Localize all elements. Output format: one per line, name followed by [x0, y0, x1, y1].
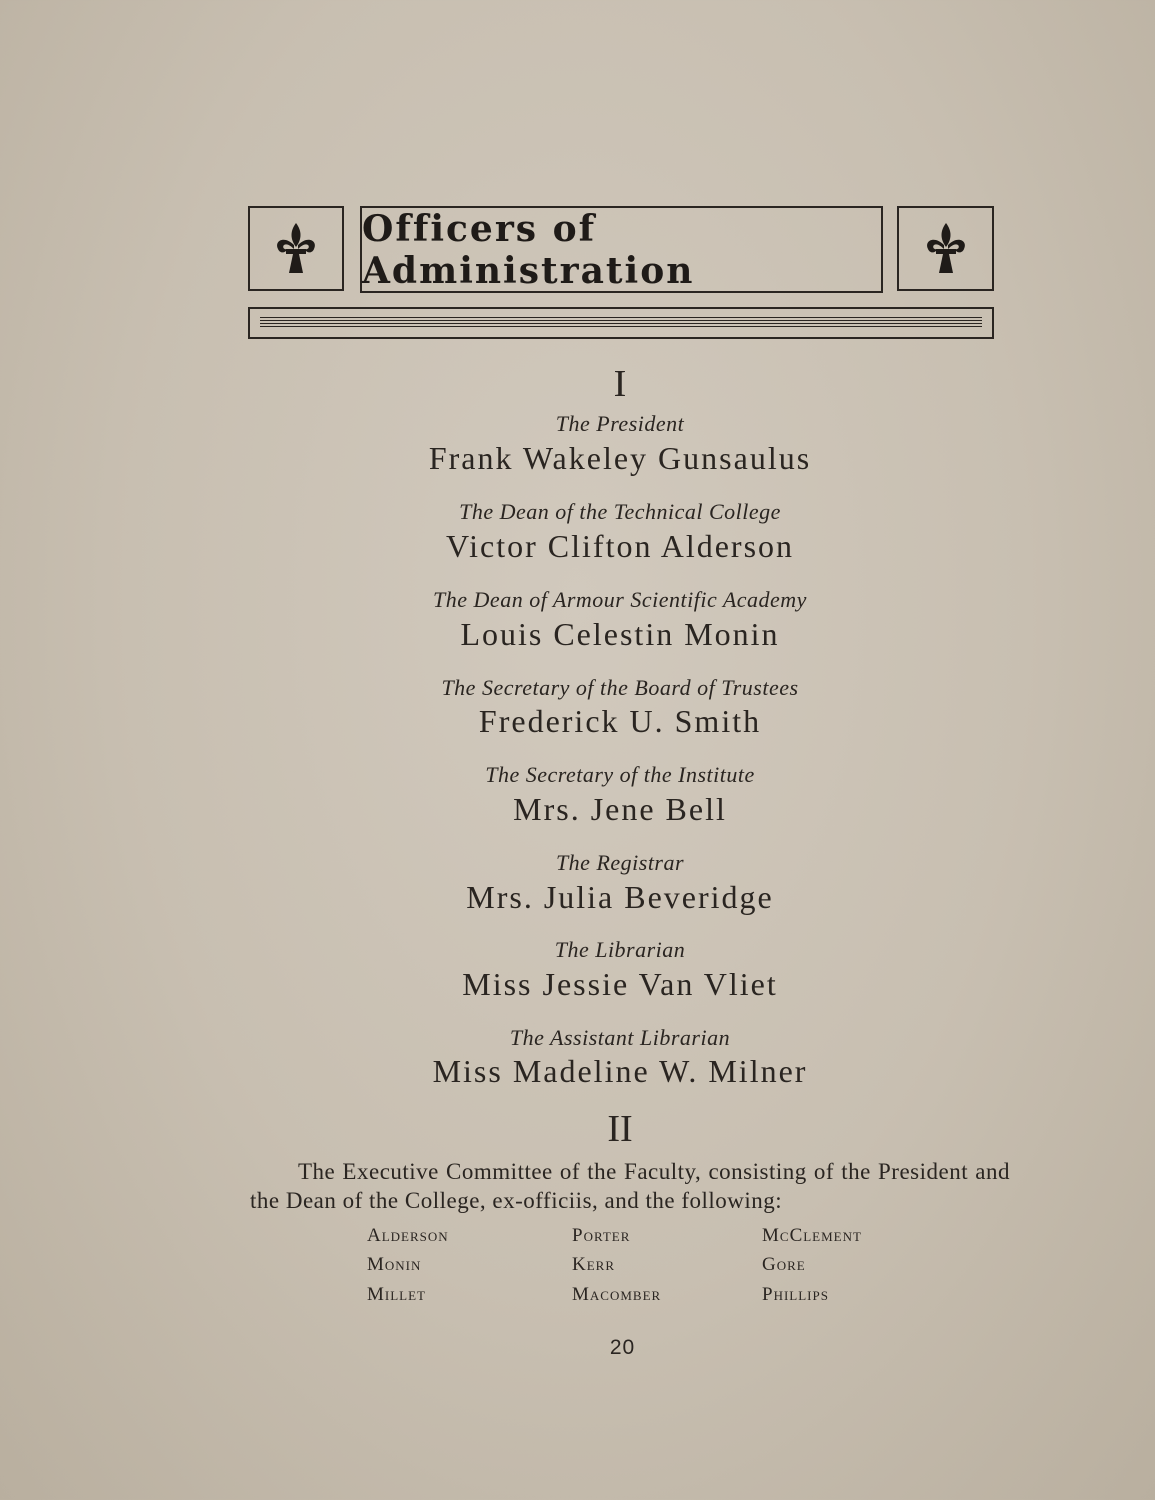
rule-line: [260, 320, 982, 321]
office-title: The Secretary of the Board of Trustees: [441, 675, 799, 700]
officer-name: Mrs. Julia Beveridge: [466, 879, 774, 915]
rule-line: [260, 323, 982, 324]
committee-member: Porter: [572, 1225, 631, 1246]
office-title: The President: [555, 411, 685, 436]
committee-member: Alderson: [367, 1225, 449, 1246]
committee-member: Kerr: [572, 1254, 616, 1275]
office-title: The Registrar: [555, 850, 685, 875]
officer-name: Miss Jessie Van Vliet: [462, 966, 778, 1002]
fleur-de-lis-icon: [270, 219, 322, 279]
committee-text: The Executive Committee of the Faculty, consisting of the President and the Dean of the College, ex-officiis, and the following:: [250, 1159, 1010, 1213]
officer-name: Victor Clifton Alderson: [445, 528, 795, 564]
office-title: The Librarian: [554, 937, 686, 962]
section-numeral-2: II: [607, 1108, 633, 1150]
officer-name: Mrs. Jene Bell: [513, 791, 727, 827]
officer-name: Frederick U. Smith: [478, 703, 762, 739]
committee-member: McClement: [762, 1225, 862, 1246]
committee-member: Phillips: [762, 1284, 829, 1305]
office-title: The Dean of Armour Scientific Academy: [433, 587, 807, 612]
page-title: Officers of Administration: [362, 207, 695, 292]
committee-member: Macomber: [572, 1284, 662, 1305]
committee-member: Millet: [367, 1284, 426, 1305]
fleur-de-lis-icon: [920, 219, 972, 279]
committee-member: Gore: [762, 1254, 806, 1275]
right-ornament-box: [897, 206, 994, 291]
officer-name: Miss Madeline W. Milner: [432, 1053, 808, 1089]
decorative-rule-box: [248, 307, 994, 339]
page-number: 20: [609, 1336, 636, 1359]
committee-member: Monin: [367, 1254, 422, 1275]
office-title: The Secretary of the Institute: [485, 762, 755, 787]
rule-line: [260, 326, 982, 327]
section-numeral-1: I: [613, 363, 627, 405]
office-title: The Dean of the Technical College: [459, 499, 781, 524]
officer-name: Louis Celestin Monin: [460, 616, 780, 652]
left-ornament-box: [248, 206, 344, 291]
rule-line: [260, 317, 982, 318]
committee-paragraph: [250, 1157, 1010, 1215]
title-box: [360, 206, 883, 293]
officer-name: Frank Wakeley Gunsaulus: [428, 440, 812, 476]
office-title: The Assistant Librarian: [509, 1025, 731, 1050]
